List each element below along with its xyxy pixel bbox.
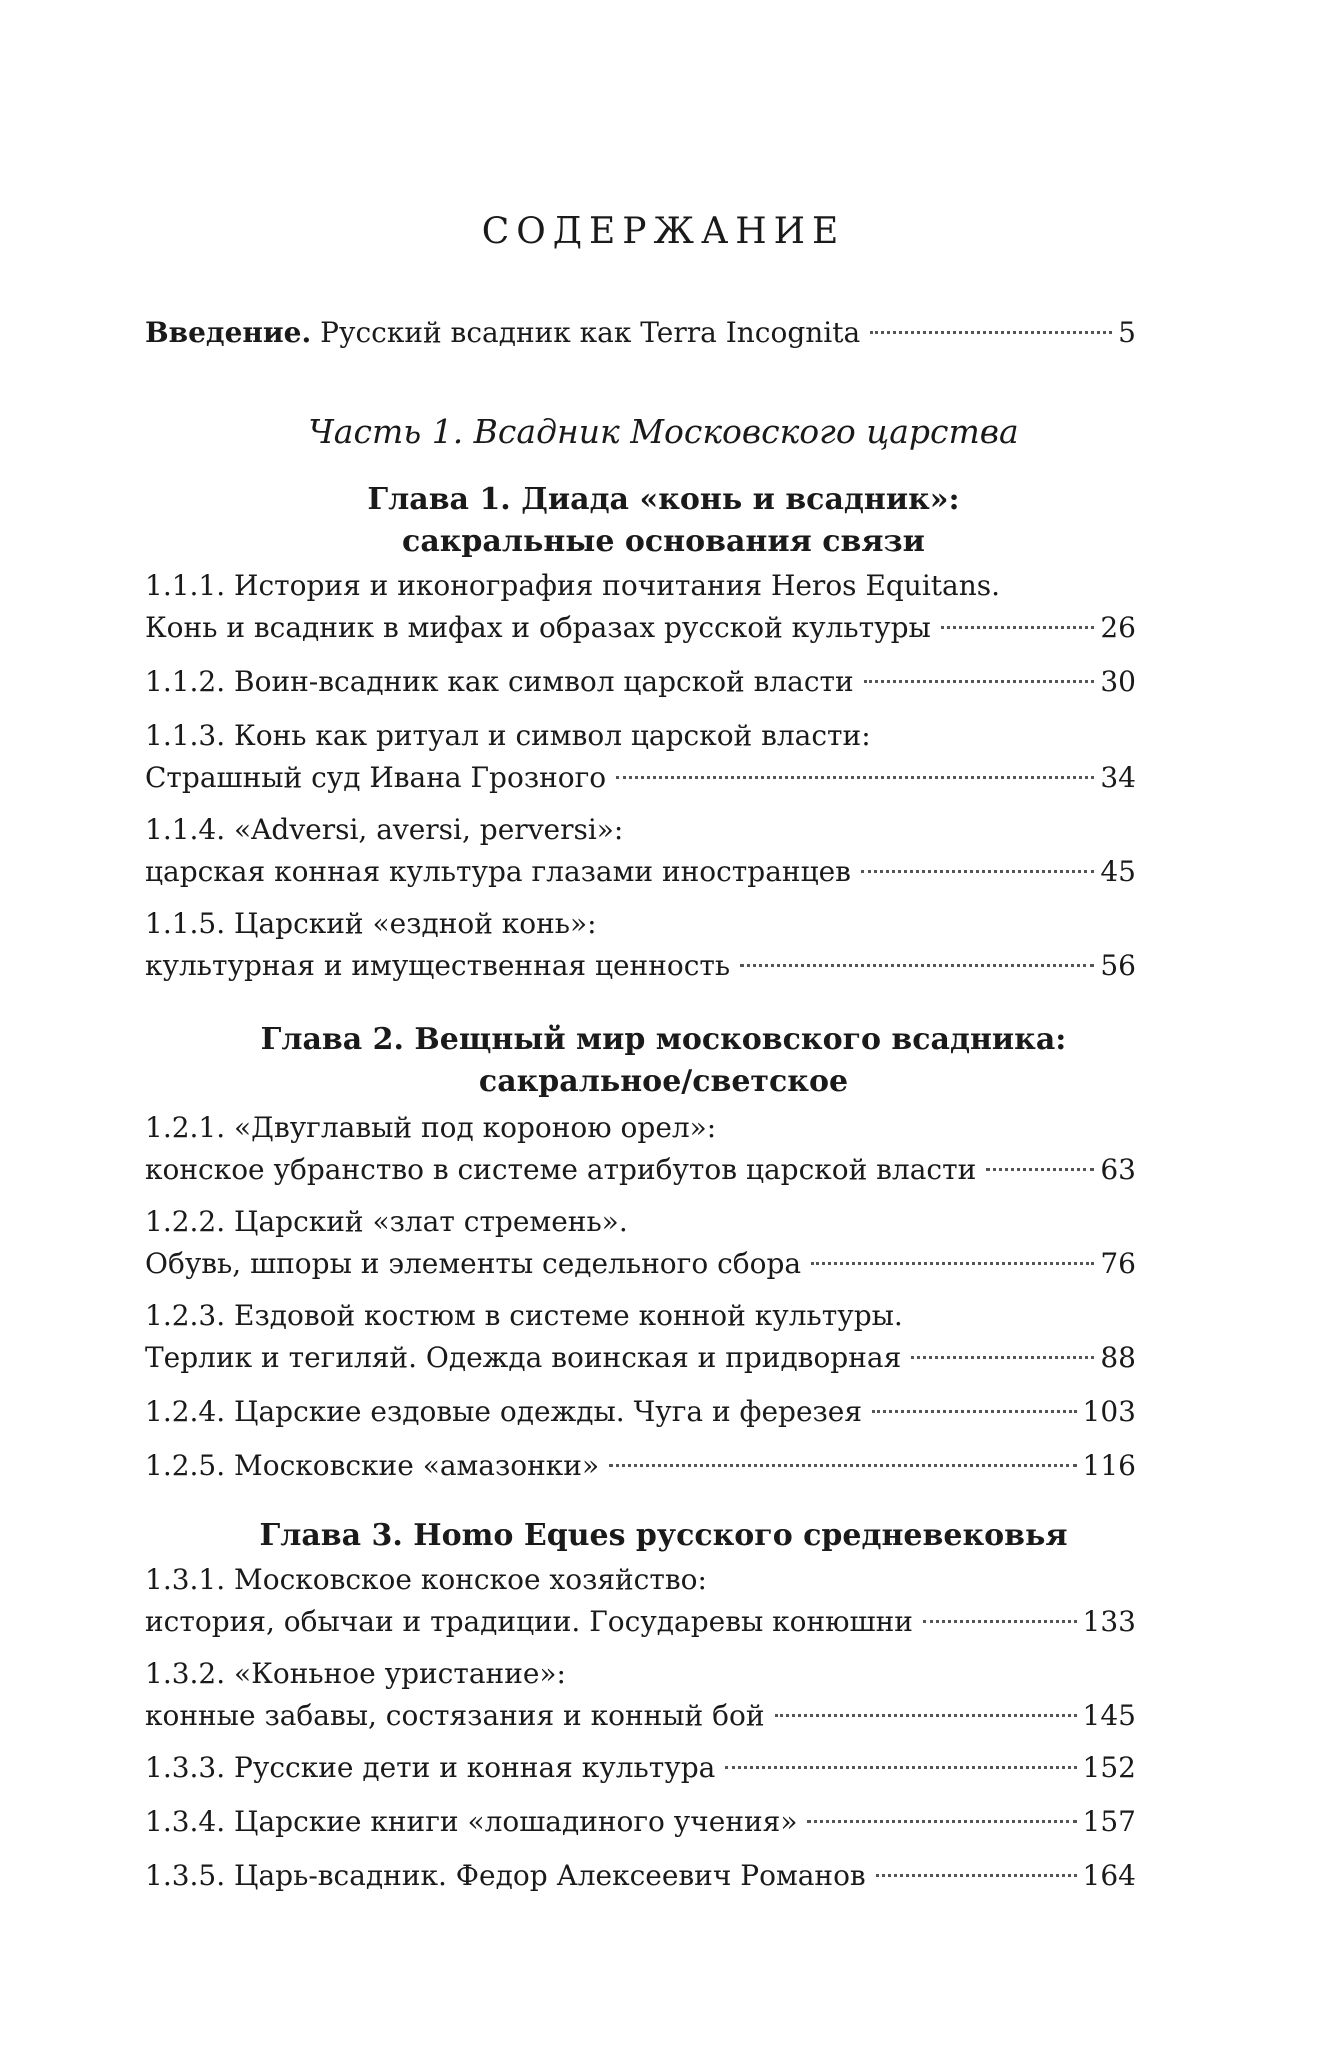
dot-leader <box>911 1356 1094 1359</box>
page-number: 56 <box>1100 949 1136 982</box>
dot-leader <box>861 870 1094 873</box>
toc-entry-1-1-3-line1[interactable]: 1.1.3. Конь как ритуал и символ царской власти: <box>145 719 871 752</box>
toc-entry-1-3-1[interactable]: история, обычаи и традиции. Государевы конюшни 133 <box>145 1602 1136 1642</box>
dot-leader <box>876 1874 1077 1877</box>
dot-leader <box>616 776 1094 779</box>
toc-entry-1-1-2[interactable]: 1.1.2. Воин-всадник как символ царской власти 30 <box>145 662 1136 702</box>
page-number: 5 <box>1118 316 1136 349</box>
toc-entry-1-3-2[interactable]: конные забавы, состязания и конный бой 145 <box>145 1696 1136 1736</box>
page-number: 157 <box>1082 1805 1136 1838</box>
page-number: 152 <box>1082 1751 1136 1784</box>
page-title: СОДЕРЖАНИЕ <box>481 211 846 252</box>
toc-entry-1-1-3[interactable]: Страшный суд Ивана Грозного 34 <box>145 758 1136 798</box>
page-number: 26 <box>1100 611 1136 644</box>
chapter-3-heading: Глава 3. Homo Eques русского средневековья <box>259 1518 1068 1553</box>
chapter-1-heading-line1: Глава 1. Диада «конь и всадник»: <box>367 482 960 517</box>
dot-leader <box>941 626 1095 629</box>
toc-entry-1-1-1-line1[interactable]: 1.1.1. История и иконография почитания Heros Equitans. <box>145 569 1001 602</box>
chapter-2-heading-line1: Глава 2. Вещный мир московского всадника: <box>260 1022 1067 1057</box>
toc-entry-1-2-5[interactable]: 1.2.5. Московские «амазонки» 116 <box>145 1446 1136 1486</box>
page-number: 103 <box>1082 1395 1136 1428</box>
intro-label: Введение. <box>145 316 312 349</box>
page-number: 88 <box>1100 1341 1136 1374</box>
page-number: 34 <box>1100 761 1136 794</box>
page-number: 116 <box>1082 1449 1136 1482</box>
dot-leader <box>870 331 1112 334</box>
page-number: 76 <box>1100 1247 1136 1280</box>
page-number: 45 <box>1100 855 1136 888</box>
toc-entry-1-3-1-line1[interactable]: 1.3.1. Московское конское хозяйство: <box>145 1563 707 1596</box>
dot-leader <box>775 1714 1077 1717</box>
page-number: 145 <box>1082 1699 1136 1732</box>
dot-leader <box>807 1820 1076 1823</box>
dot-leader <box>986 1168 1094 1171</box>
toc-entry-1-2-1[interactable]: конское убранство в системе атрибутов царской власти 63 <box>145 1150 1136 1190</box>
toc-entry-1-1-5[interactable]: культурная и имущественная ценность 56 <box>145 946 1136 986</box>
chapter-1-heading-line2: сакральные основания связи <box>402 524 925 559</box>
dot-leader <box>725 1766 1076 1769</box>
toc-entry-1-2-4[interactable]: 1.2.4. Царские ездовые одежды. Чуга и ферезея 103 <box>145 1392 1136 1432</box>
dot-leader <box>740 964 1094 967</box>
toc-entry-1-3-3[interactable]: 1.3.3. Русские дети и конная культура 152 <box>145 1748 1136 1788</box>
toc-entry-1-2-1-line1[interactable]: 1.2.1. «Двуглавый под короною орел»: <box>145 1111 717 1144</box>
page-number: 63 <box>1100 1153 1136 1186</box>
toc-entry-1-1-4[interactable]: царская конная культура глазами иностранцев 45 <box>145 852 1136 892</box>
intro-title: Русский всадник как Terra Incognita <box>320 316 861 349</box>
toc-entry-1-1-4-line1[interactable]: 1.1.4. «Adversi, aversi, perversi»: <box>145 813 624 846</box>
page-number: 30 <box>1100 665 1136 698</box>
toc-entry-1-2-2-line1[interactable]: 1.2.2. Царский «злат стремень». <box>145 1205 628 1238</box>
page-number: 133 <box>1082 1605 1136 1638</box>
dot-leader <box>811 1262 1094 1265</box>
page-number: 164 <box>1082 1859 1136 1892</box>
toc-entry-intro[interactable] <box>145 313 1136 353</box>
toc-entry-1-1-5-line1[interactable]: 1.1.5. Царский «ездной конь»: <box>145 907 597 940</box>
toc-entry-1-1-1[interactable]: Конь и всадник в мифах и образах русской культуры 26 <box>145 608 1136 648</box>
dot-leader <box>864 680 1095 683</box>
toc-entry-1-2-3[interactable]: Терлик и тегиляй. Одежда воинская и придворная 88 <box>145 1338 1136 1378</box>
dot-leader <box>923 1620 1077 1623</box>
toc-entry-1-3-2-line1[interactable]: 1.3.2. «Коньное уристание»: <box>145 1657 566 1690</box>
toc-entry-1-3-5[interactable]: 1.3.5. Царь-всадник. Федор Алексеевич Романов 164 <box>145 1856 1136 1896</box>
dot-leader <box>609 1464 1076 1467</box>
toc-entry-1-2-3-line1[interactable]: 1.2.3. Ездовой костюм в системе конной культуры. <box>145 1299 903 1332</box>
toc-entry-1-3-4[interactable]: 1.3.4. Царские книги «лошадиного учения» 157 <box>145 1802 1136 1842</box>
chapter-2-heading-line2: сакральное/светское <box>478 1064 849 1099</box>
part-heading: Часть 1. Всадник Московского царства <box>308 412 1019 451</box>
dot-leader <box>872 1410 1077 1413</box>
toc-entry-1-2-2[interactable]: Обувь, шпоры и элементы седельного сбора 76 <box>145 1244 1136 1284</box>
